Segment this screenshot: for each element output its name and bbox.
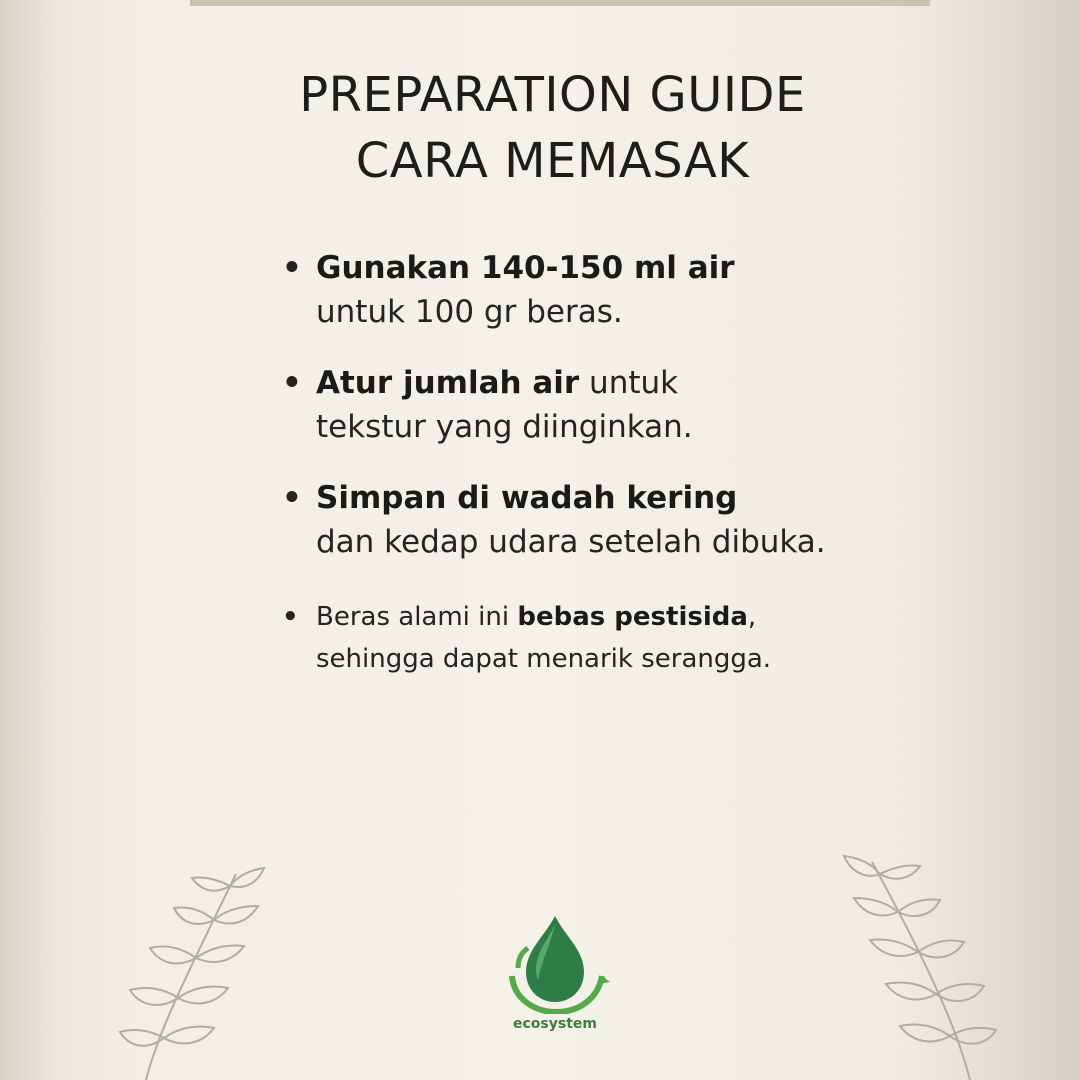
top-label-strip (190, 0, 930, 6)
bullet: • (282, 602, 299, 632)
item-bold: Simpan di wadah kering (316, 480, 738, 516)
item-text-post: , (747, 602, 757, 632)
list-item (282, 246, 1002, 334)
bullet: • (282, 480, 302, 516)
item-text: sehingga dapat menarik serangga. (316, 644, 772, 674)
item-bold: Atur jumlah air (316, 365, 580, 401)
list-item (282, 596, 1002, 680)
item-bold: Gunakan 140-150 ml air (316, 250, 735, 286)
list-item (282, 361, 1002, 449)
page-title (0, 62, 1080, 194)
item-text: untuk (579, 365, 679, 401)
title-line-2: CARA MEMASAK (355, 133, 750, 189)
leaf-branch-icon (118, 862, 278, 1080)
ecosystem-logo (490, 910, 620, 1040)
bullet: • (282, 250, 302, 286)
instruction-list (282, 246, 1002, 707)
ecosystem-label: ecosystem (513, 1016, 597, 1032)
list-item (282, 476, 1002, 564)
ecosystem-drop-icon (490, 910, 620, 1014)
item-text-pre: Beras alami ini (316, 602, 518, 632)
item-text: untuk 100 gr beras. (316, 294, 623, 330)
item-bold: bebas pestisida (517, 602, 748, 632)
item-text-line-2: tekstur yang diinginkan. (316, 409, 693, 445)
title-line-1: PREPARATION GUIDE (299, 67, 806, 123)
leaf-branch-icon (838, 852, 998, 1080)
bullet: • (282, 365, 302, 401)
item-text: dan kedap udara setelah dibuka. (316, 524, 826, 560)
